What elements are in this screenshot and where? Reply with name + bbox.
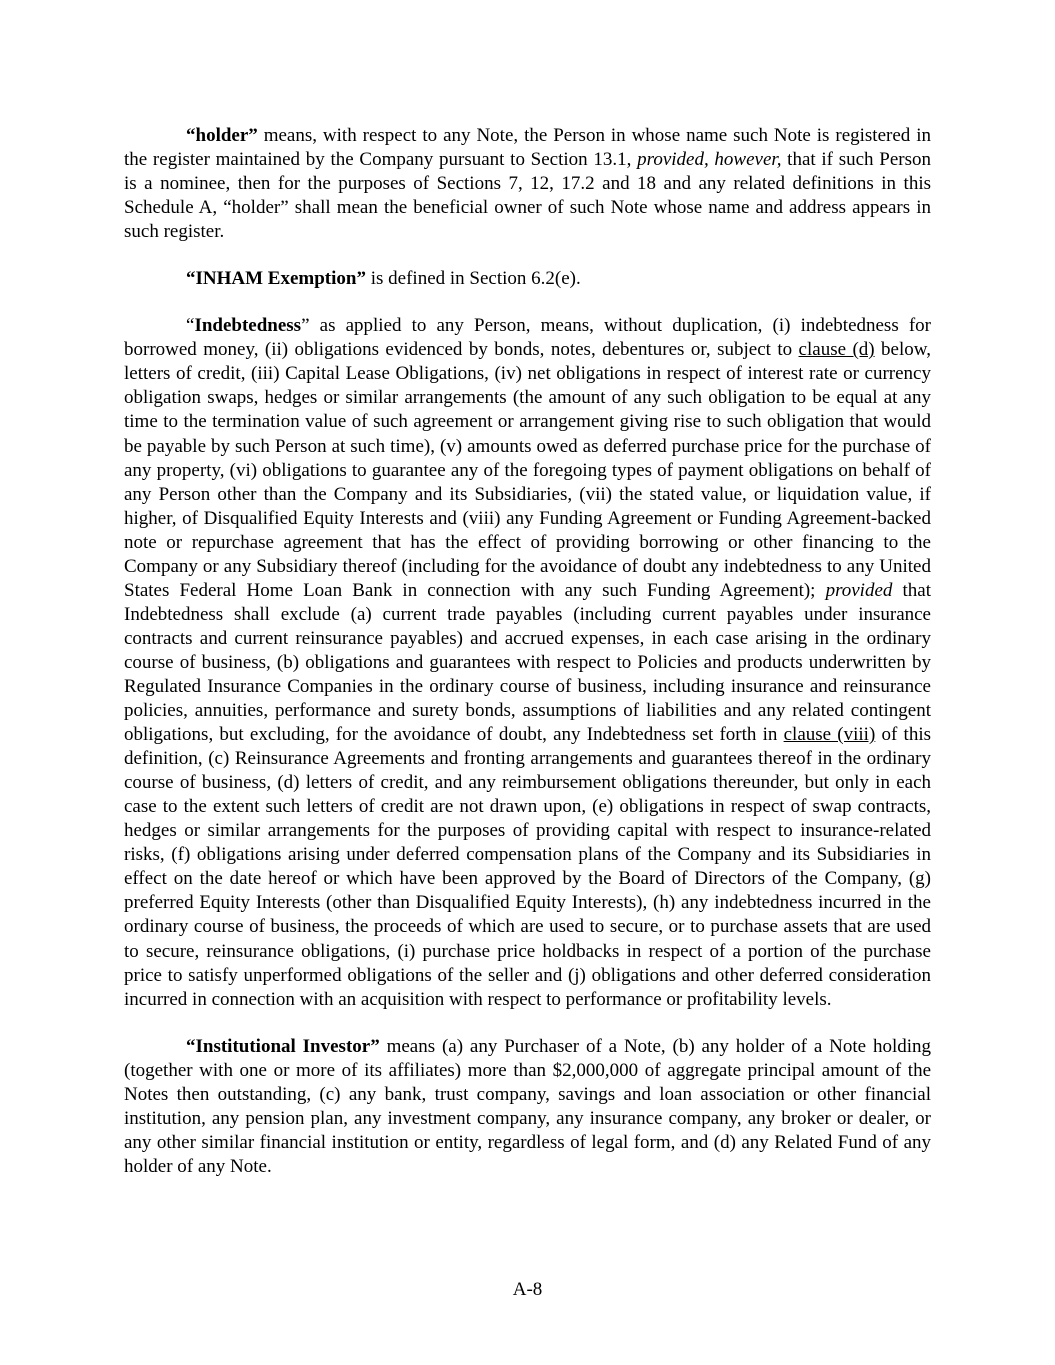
clause-viii-reference: clause (viii) — [783, 724, 876, 746]
definition-text: is defined in Section 6.2(e). — [365, 268, 581, 290]
document-page — [124, 124, 931, 1202]
definition-text: means, with respect to any Note, the Person in whose name such Note is registered in the register maintained by the Company pursuant to Section 13.1, — [124, 125, 931, 171]
term-holder: “holder” — [186, 125, 258, 146]
term-inham-exemption: “INHAM Exemption” — [186, 268, 366, 290]
definition-inham-exemption — [124, 267, 931, 291]
italic-proviso: provided — [825, 579, 893, 601]
definition-text: below, letters of credit, (iii) Capital Lease Obligations, (iv) net obligations in respect of interest rate or currency obligation swaps, hedges or similar arrangements (the amount of any such obligation to be equal at any time to the termination value of such agreement or arrangement giving rise to such obligation that would be payable by such Person at such time), (v) amounts owed as deferred purchase price for the purchase of any property, (vi) obligations to guarantee any of the foregoing types of payment obligations on behalf of any Person other than the Company and its Subsidiaries, (vii) the stated value, or liquidation value, if higher, of Disqualified Equity Interests and (viii) any Funding Agreement or Funding Agreement-backed note or repurchase agreement that has the effect of providing borrowing or other financing to the Company or any Subsidiary thereof (including for the avoidance of doubt any indebtedness to any United States Federal Home Loan Bank in connection with any such Funding Agreement); — [124, 339, 931, 601]
term-institutional-investor: “Institutional Investor” — [186, 1035, 380, 1057]
definition-institutional-investor — [124, 1035, 931, 1179]
open-quote: “ — [186, 315, 195, 337]
definition-text: of this definition, (c) Reinsurance Agreements and fronting arrangements and guarantees thereof in the ordinary course of business, (d) letters of credit, and any reimbursement obligations thereunder, but only in each case to the extent such letters of credit are not drawn upon, (e) obligations in respect of swap contracts, hedges or similar arrangements for the purposes of providing capital with respect to insurance-related risks, (f) obligations arising under deferred compensation plans of the Company and its Subsidiaries in effect on the date hereof or which have been approved by the Board of Directors of the Company, (g) preferred Equity Interests (other than Disqualified Equity Interests), (h) any indebtedness incurred in the ordinary course of business, the proceeds of which are used to secure, or to purchase assets that are used to secure, reinsurance obligations, (i) purchase price holdbacks in respect of a portion of the purchase price to satisfy unperformed obligations of the seller and (j) obligations and other deferred consideration incurred in connection with an acquisition with respect to performance or profitability levels. — [124, 724, 932, 1010]
definition-text: that Indebtedness shall exclude (a) current trade payables (including current payables under insurance contracts and current reinsurance payables) and accrued expenses, in each case arising in the ordinary course of business, (b) obligations and guarantees with respect to Policies and products underwritten by Regulated Insurance Companies in the ordinary course of business, including insurance and reinsurance policies, annuities, performance and surety bonds, assumptions of liabilities and any related contingent obligations, but excluding, for the avoidance of doubt, any Indebtedness set forth in — [124, 579, 931, 746]
definition-holder — [124, 124, 931, 244]
italic-proviso: provided, however, — [637, 149, 782, 171]
definition-text: that if such Person is a nominee, then for the purposes of Sections 7, 12, 17.2 and 18 and any related definitions in this Schedule A, “holder” shall mean the beneficial owner of such Note whose name and address appears in such register. — [124, 149, 931, 243]
clause-d-reference: clause (d) — [798, 339, 875, 361]
definition-text: means (a) any Purchaser of a Note, (b) any holder of a Note holding (together with one or more of its affiliates) more than $2,000,000 of aggregate principal amount of the Notes then outstanding, (c) any bank, trust company, savings and loan association or other financial institution, any pension plan, any investment company, any insurance company, any broker or dealer, or any other similar financial institution or entity, regardless of legal form, and (d) any Related Fund of any holder of any Note. — [124, 1035, 932, 1177]
page-number: A-8 — [512, 1279, 543, 1300]
term-indebtedness: Indebtedness — [194, 315, 302, 337]
definition-indebtedness — [124, 314, 931, 1011]
definition-text: ” as applied to any Person, means, without duplication, (i) indebtedness for borrowed money, (ii) obligations evidenced by bonds, notes, debentures or, subject to — [124, 315, 931, 361]
